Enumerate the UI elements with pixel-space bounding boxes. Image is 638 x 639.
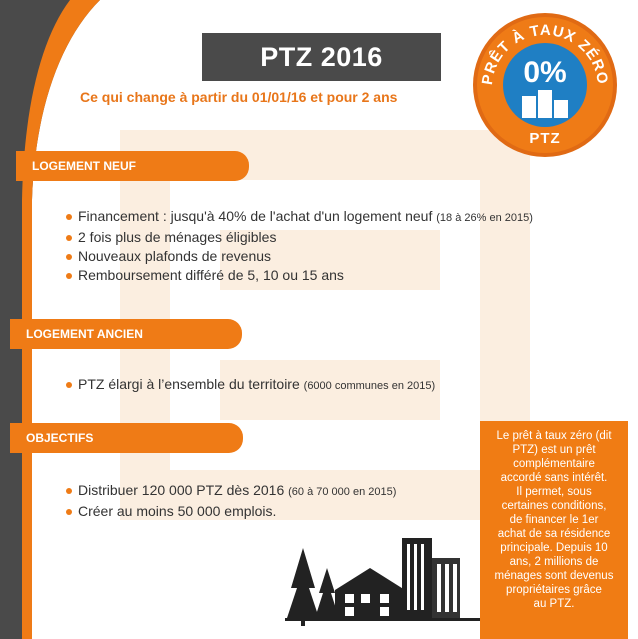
section-heading-objectifs: OBJECTIFS [10, 423, 243, 453]
bullet-icon [66, 214, 72, 220]
list-item: Remboursement différé de 5, 10 ou 15 ans [66, 266, 533, 285]
page-subtitle: Ce qui change à partir du 01/01/16 et pour 2 ans [80, 89, 398, 105]
info-line: principale. Depuis 10 [500, 542, 608, 554]
badge-arc-text: PRÊT À TAUX ZÉRO [478, 21, 612, 86]
bullet-icon [66, 273, 72, 279]
info-line: accordé sans intérêt. [500, 472, 608, 484]
info-line: certaines conditions, [501, 500, 607, 512]
info-line: ans, 2 millions de [509, 556, 599, 568]
page-title: PTZ 2016 [260, 42, 383, 72]
bullet-icon [66, 488, 72, 494]
info-line: Il permet, sous [516, 486, 592, 498]
info-line: complémentaire [513, 458, 595, 470]
list-item: Distribuer 120 000 PTZ dès 2016 (60 à 70 000 en 2015) [66, 481, 396, 502]
bullet-icon [66, 382, 72, 388]
bullet-icon [66, 235, 72, 241]
badge-label: PTZ [529, 130, 561, 147]
bullet-icon [66, 509, 72, 515]
list-item: Créer au moins 50 000 emplois. [66, 502, 396, 521]
info-line: PTZ) est un prêt [512, 444, 596, 456]
logement-neuf-list [66, 207, 533, 285]
info-line: au PTZ. [533, 598, 575, 610]
list-item: 2 fois plus de ménages éligibles [66, 228, 533, 247]
list-item: PTZ élargi à l’ensemble du territoire (6000 communes en 2015) [66, 375, 435, 396]
info-line: de financer le 1er [509, 514, 599, 526]
info-line: propriétaires grâce [506, 584, 602, 596]
info-line: achat de sa résidence [497, 528, 611, 540]
logement-ancien-list [66, 375, 435, 396]
section-heading-logement-neuf: LOGEMENT NEUF [16, 151, 249, 181]
section-heading-logement-ancien: LOGEMENT ANCIEN [10, 319, 242, 349]
info-line: Le prêt à taux zéro (dit [496, 430, 612, 442]
bullet-icon [66, 254, 72, 260]
badge-rate: 0% [523, 56, 567, 89]
ptz-info-box [480, 421, 628, 639]
skyline-illustration [285, 528, 480, 639]
objectifs-list [66, 481, 396, 521]
info-line: ménages sont devenus [494, 570, 614, 582]
list-item: Nouveaux plafonds de revenus [66, 247, 533, 266]
list-item: Financement : jusqu'à 40% de l'achat d'un logement neuf (18 à 26% en 2015) [66, 207, 533, 228]
ptz-badge-logo [470, 10, 620, 160]
